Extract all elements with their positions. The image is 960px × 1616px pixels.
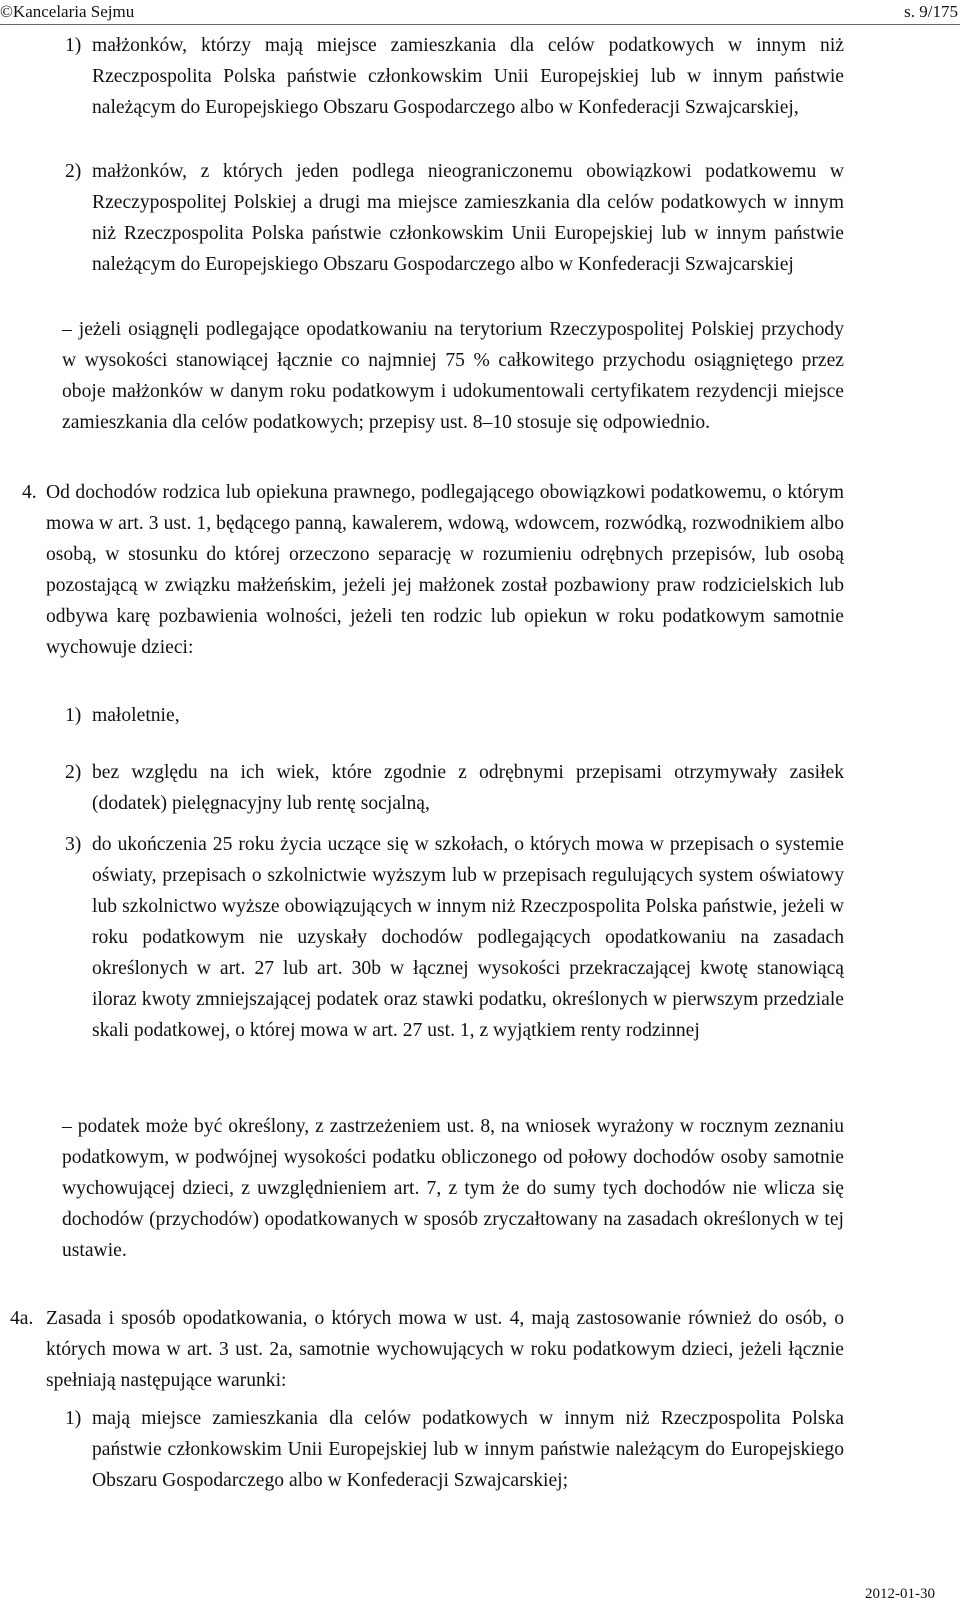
item-number: 2) <box>65 762 82 783</box>
page-number: s. 9/175 <box>904 2 958 21</box>
paragraph-text: Od dochodów rodzica lub opiekuna prawnego, podlegającego obowiązkowi podatkowemu, o którym mowa w art. 3 ust. 1, będącego panną, kawalerem, wdową, wdowcem, rozwódką, rozwodnikiem albo osobą, w stosunku do której orzeczono separację w rozumieniu odrębnych przepisów, lub osobą pozostającą w związku małżeńskim, jeżeli jej małżonek został pozbawiony praw rodzicielskich lub odbywa karę pozbawienia wolności, jeżeli ten rodzic lub opiekun w roku podatkowym samotnie wychowuje dzieci: <box>46 482 844 658</box>
list-item-4a-1 <box>65 1403 844 1496</box>
item-text: małoletnie, <box>92 705 180 726</box>
item-number: 1) <box>65 1408 82 1429</box>
copyright-label: ©Kancelaria Sejmu <box>0 2 135 21</box>
list-item-1 <box>65 30 844 123</box>
item-number: 3) <box>65 834 82 855</box>
paragraph-4a <box>10 1303 844 1396</box>
item-text: bez względu na ich wiek, które zgodnie z odrębnymi przepisami otrzymywały zasiłek (dodatek) pielęgnacyjny lub rentę socjalną, <box>92 762 844 814</box>
list-item-4-2 <box>65 757 844 819</box>
list-item-4-1 <box>65 700 844 731</box>
paragraph-text: Zasada i sposób opodatkowania, o których mowa w ust. 4, mają zastosowanie również do osób, o których mowa w art. 3 ust. 2a, samotnie wychowujących w roku podatkowym dzieci, jeżeli łącznie spełniają następujące warunki: <box>46 1308 844 1391</box>
page-header <box>0 0 960 25</box>
item-text: do ukończenia 25 roku życia uczące się w szkołach, o których mowa w przepisach o systemie oświaty, przepisach o szkolnictwie wyższym lub w przepisach regulujących system oświatowy lub szkolnictwo wyższe obowiązujących w innym niż Rzeczpospolita Polska państwie, jeżeli w roku podatkowym nie uzyskały dochodów podlegających opodatkowaniu na zasadach określonych w art. 27 lub art. 30b w łącznej wysokości przekraczającej kwotę stanowiącą iloraz kwoty zmniejszającej podatek oraz stawki podatku, określonych w pierwszym przedziale skali podatkowej, o której mowa w art. 27 ust. 1, z wyjątkiem renty rodzinnej <box>92 834 844 1041</box>
paragraph-number: 4. <box>22 482 37 503</box>
item-number: 1) <box>65 705 82 726</box>
paragraph-4 <box>22 477 844 663</box>
dash-clause-2: – podatek może być określony, z zastrzeżeniem ust. 8, na wniosek wyrażony w rocznym zeznaniu podatkowym, w podwójnej wysokości podatku obliczonego od połowy dochodów osoby samotnie wychowującej dzieci, z uwzględnieniem art. 7, z tym że do sumy tych dochodów nie wlicza się dochodów (przychodów) opodatkowanych w sposób zryczałtowany na zasadach określonych w tej ustawie. <box>62 1116 844 1261</box>
item-number: 1) <box>65 35 82 56</box>
item-text: małżonków, którzy mają miejsce zamieszkania dla celów podatkowych w innym niż Rzeczpospolita Polska państwie członkowskim Unii Europejskiej lub w innym państwie należącym do Europejskiego Obszaru Gospodarczego albo w Konfederacji Szwajcarskiej, <box>92 35 844 118</box>
item-text: małżonków, z których jeden podlega nieograniczonemu obowiązkowi podatkowemu w Rzeczypospolitej Polskiej a drugi ma miejsce zamieszkania dla celów podatkowych w innym niż Rzeczpospolita Polska państwie członkowskim Unii Europejskiej lub w innym państwie należącym do Europejskiego Obszaru Gospodarczego albo w Konfederacji Szwajcarskiej <box>92 161 844 275</box>
list-item-4-3 <box>65 829 844 1046</box>
document-date: 2012-01-30 <box>865 1586 935 1602</box>
list-item-2 <box>65 156 844 280</box>
paragraph-number: 4a. <box>10 1308 34 1329</box>
dash-clause-1: – jeżeli osiągnęli podlegające opodatkowaniu na terytorium Rzeczypospolitej Polskiej przychody w wysokości stanowiącej łącznie co najmniej 75 % całkowitego przychodu osiągniętego przez oboje małżonków w danym roku podatkowym i udokumentowali certyfikatem rezydencji miejsce zamieszkania dla celów podatkowych; przepisy ust. 8–10 stosuje się odpowiednio. <box>62 319 844 433</box>
item-text: mają miejsce zamieszkania dla celów podatkowych w innym niż Rzeczpospolita Polska państwie członkowskim Unii Europejskiej lub w innym państwie należącym do Europejskiego Obszaru Gospodarczego albo w Konfederacji Szwajcarskiej; <box>92 1408 844 1491</box>
item-number: 2) <box>65 161 82 182</box>
